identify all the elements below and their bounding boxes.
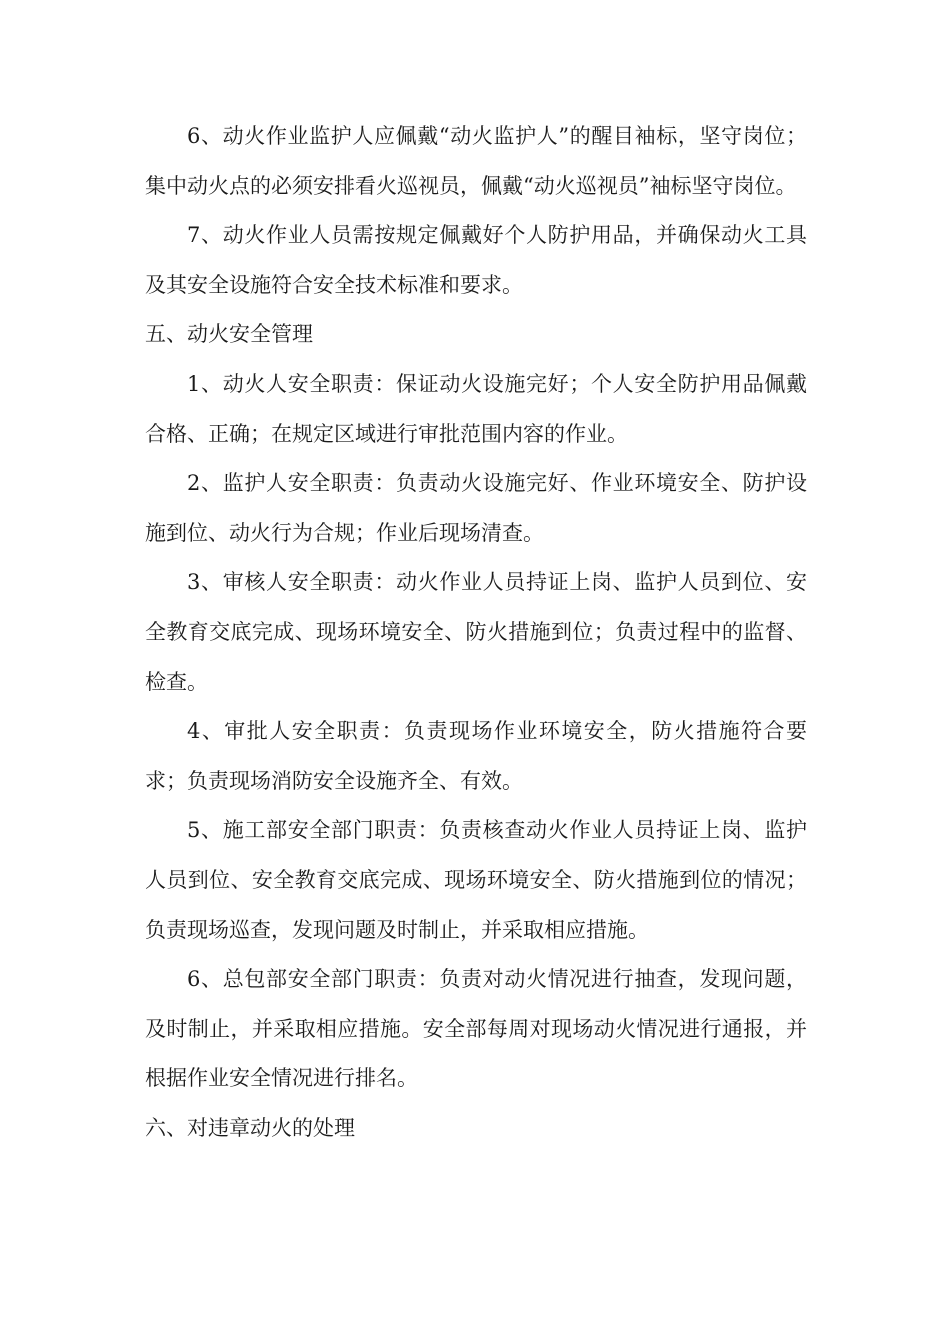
paragraph-item-4-approver-duty: 4、审批人安全职责：负责现场作业环境安全，防火措施符合要求；负责现场消防安全设施齐全、有效。 (145, 719, 807, 793)
paragraph-item-6-monitor-armband: 6、动火作业监护人应佩戴“动火监护人”的醒目袖标，坚守岗位；集中动火点的必须安排看火巡视员，佩戴“动火巡视员”袖标坚守岗位。 (145, 124, 807, 198)
paragraph-item-5-construction-dept-duty: 5、施工部安全部门职责：负责核查动火作业人员持证上岗、监护人员到位、安全教育交底完成、现场环境安全、防火措施到位的情况；负责现场巡查，发现问题及时制止，并采取相应措施。 (145, 818, 807, 942)
section-heading-6: 六、对违章动火的处理 (145, 1115, 355, 1140)
paragraph-item-2-monitor-duty: 2、监护人安全职责：负责动火设施完好、作业环境安全、防护设施到位、动火行为合规；作业后现场清查。 (145, 471, 807, 545)
paragraph-item-1-operator-duty: 1、动火人安全职责：保证动火设施完好；个人安全防护用品佩戴合格、正确；在规定区域进行审批范围内容的作业。 (145, 371, 807, 446)
document-body (145, 112, 807, 1153)
paragraph-item-7-protective-equipment: 7、动火作业人员需按规定佩戴好个人防护用品，并确保动火工具及其安全设施符合安全技术标准和要求。 (145, 223, 807, 297)
paragraph-item-6-general-contractor-duty: 6、总包部安全部门职责：负责对动火情况进行抽查，发现问题，及时制止，并采取相应措施。安全部每周对现场动火情况进行通报，并根据作业安全情况进行排名。 (145, 967, 807, 1091)
paragraph-item-3-reviewer-duty: 3、审核人安全职责：动火作业人员持证上岗、监护人员到位、安全教育交底完成、现场环境安全、防火措施到位；负责过程中的监督、检查。 (145, 570, 807, 694)
section-heading-5: 五、动火安全管理 (145, 322, 313, 347)
